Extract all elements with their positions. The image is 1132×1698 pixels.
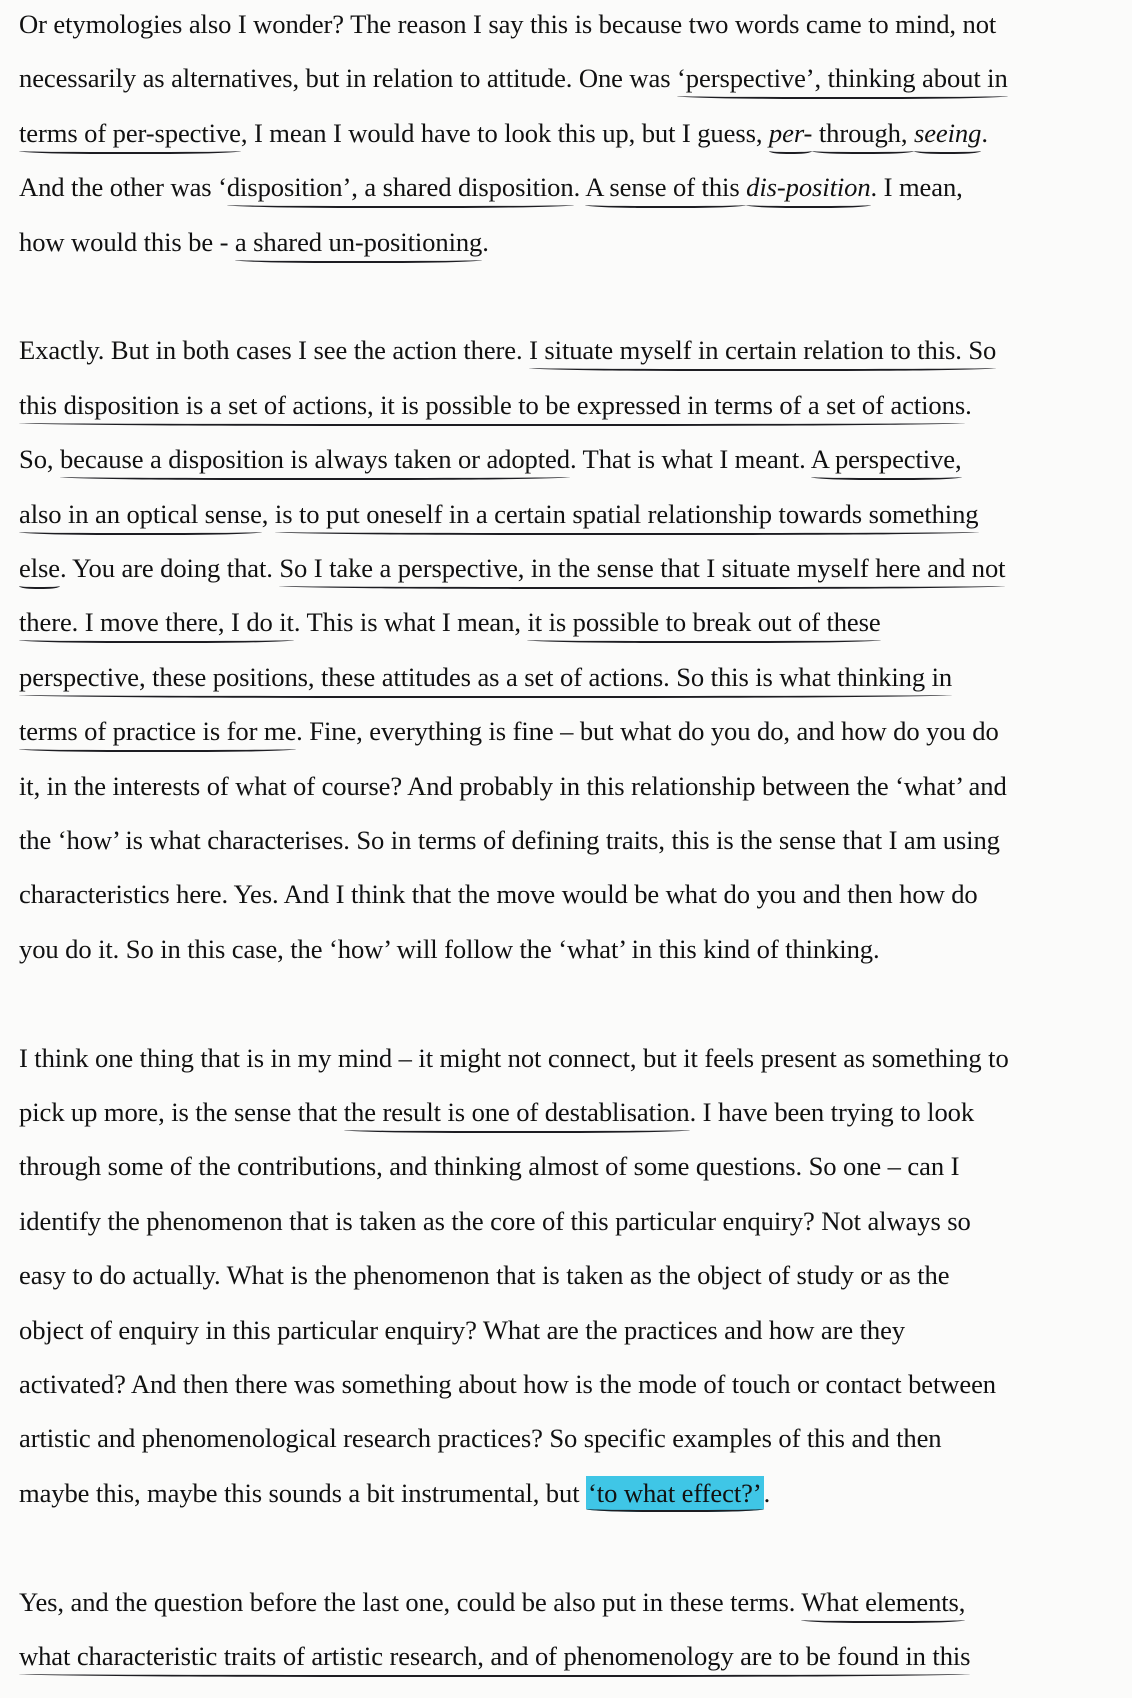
underlined-text: I situate myself in certain relation to this. So — [529, 335, 996, 371]
text-line — [19, 8, 996, 40]
text-segment: . — [981, 117, 988, 148]
underlined-text: the result is one of destablisation — [344, 1097, 690, 1133]
underlined-text: dis-position — [746, 172, 870, 208]
text-line — [19, 389, 972, 421]
text-line — [19, 1314, 905, 1346]
text-segment: . You are doing that. — [59, 553, 280, 583]
text-line — [19, 334, 996, 366]
text-line — [19, 878, 978, 910]
underlined-text: because a disposition is always taken or adopted — [60, 444, 570, 480]
text-segment: . I mean, — [870, 172, 963, 203]
text-segment: characteristics here. Yes. And I think that the move would be what do you and then how do — [19, 879, 978, 910]
text-segment: . — [965, 389, 972, 420]
text-line — [19, 498, 979, 530]
text-line — [19, 552, 1005, 584]
text-segment: activated? And then there was something about how is the mode of touch or contact between — [19, 1369, 996, 1399]
underlined-text: is to put oneself in a certain spatial relationship towards something — [275, 499, 979, 535]
text-segment: So, — [19, 444, 60, 475]
text-segment: Yes, and the question before the last one, could be also put in these terms. — [19, 1586, 802, 1617]
text-segment: object of enquiry in this particular enquiry? What are the practices and how are they — [19, 1314, 905, 1345]
text-line — [19, 226, 489, 258]
text-segment: . That is what I meant. — [569, 444, 811, 475]
text-segment: necessarily as alternatives, but in relation to attitude. One was — [19, 63, 678, 94]
text-line — [19, 606, 881, 638]
text-segment: . I have been trying to look — [689, 1097, 975, 1127]
underlined-text: ‘perspective’, thinking about in — [677, 63, 1008, 99]
underlined-text: there. I move there, I do it — [19, 607, 294, 643]
text-segment: And the other was ‘ — [19, 172, 227, 203]
underlined-text: perspective, these positions, these attitudes as a set of actions. So this is what thinking in — [19, 662, 952, 698]
text-segment: . — [763, 1477, 771, 1508]
text-segment: maybe this, maybe this sounds a bit instrumental, but — [19, 1477, 587, 1508]
underlined-text: this disposition is a set of actions, it is possible to be expressed in terms of a set of actions — [19, 390, 965, 426]
text-line — [19, 1042, 1009, 1074]
underlined-text: it is possible to break out of these — [527, 607, 880, 643]
text-line — [19, 171, 963, 203]
text-line — [19, 1586, 965, 1618]
text-line — [19, 443, 962, 475]
underlined-text: terms of practice is for me — [19, 716, 296, 752]
text-line — [19, 715, 999, 747]
underlined-text: a shared un-positioning — [235, 227, 482, 263]
underlined-text: else — [19, 553, 60, 589]
text-segment: . This is what I mean, — [293, 607, 528, 638]
underlined-text: per- — [769, 118, 812, 154]
text-segment: through some of the contributions, and thinking almost of some questions. So one – can I — [19, 1151, 960, 1182]
text-line — [19, 62, 1008, 94]
text-line — [19, 1205, 971, 1237]
text-line — [19, 770, 1007, 802]
text-segment: Or etymologies also I wonder? The reason I say this is because two words came to mind, not — [19, 9, 997, 39]
text-line — [19, 1259, 949, 1291]
text-segment: Exactly. But in both cases I see the action there. — [19, 335, 530, 366]
text-segment: you do it. So in this case, the ‘how’ will follow the ‘what’ in this kind of thinking. — [19, 933, 880, 964]
text-line — [19, 824, 1000, 856]
underlined-text: also in an optical sense — [19, 499, 262, 535]
highlighted-text: ‘to what effect?’ — [586, 1476, 764, 1512]
underlined-text: So I take a perspective, in the sense that I situate myself here and not — [279, 553, 1005, 589]
text-segment: , — [261, 498, 275, 529]
text-segment: . Fine, everything is fine – but what do you do, and how do you do — [296, 716, 999, 747]
underlined-text: A perspective, — [811, 444, 962, 480]
underlined-text: A sense of this — [585, 172, 746, 208]
underlined-text: What elements, — [801, 1587, 965, 1623]
text-segment: easy to do actually. What is the phenomenon that is taken as the object of study or as the — [19, 1260, 950, 1291]
text-segment: the ‘how’ is what characterises. So in terms of defining traits, this is the sense that I am using — [19, 825, 1000, 855]
text-line — [19, 117, 988, 149]
text-line — [19, 661, 952, 693]
text-segment: how would this be - — [19, 226, 235, 257]
underlined-text: seeing — [914, 118, 981, 154]
underlined-text: disposition’, a shared disposition — [227, 172, 574, 208]
underlined-text: terms of per-spective — [19, 118, 241, 154]
text-line — [19, 1640, 970, 1672]
text-segment: I think one thing that is in my mind – it might not connect, but it feels present as something to — [19, 1042, 1009, 1073]
text-segment: artistic and phenomenological research practices? So specific examples of this and then — [19, 1423, 942, 1454]
text-segment: it, in the interests of what of course? And probably in this relationship between the ‘what’ and — [19, 770, 1007, 801]
text-line — [19, 1422, 941, 1454]
text-segment: pick up more, is the sense that — [19, 1097, 344, 1127]
text-segment: . — [482, 226, 489, 257]
text-segment: . — [573, 172, 586, 203]
underlined-text: through, — [812, 118, 914, 154]
text-line — [19, 1477, 770, 1509]
text-segment: , I mean I would have to look this up, but I guess, — [240, 117, 769, 148]
underlined-text: what characteristic traits of artistic research, and of phenomenology are to be found in this — [19, 1641, 970, 1677]
text-line — [19, 933, 880, 965]
text-line — [19, 1096, 974, 1128]
text-line — [19, 1150, 959, 1182]
text-line — [19, 1368, 996, 1400]
text-segment: identify the phenomenon that is taken as the core of this particular enquiry? Not always so — [19, 1205, 971, 1236]
